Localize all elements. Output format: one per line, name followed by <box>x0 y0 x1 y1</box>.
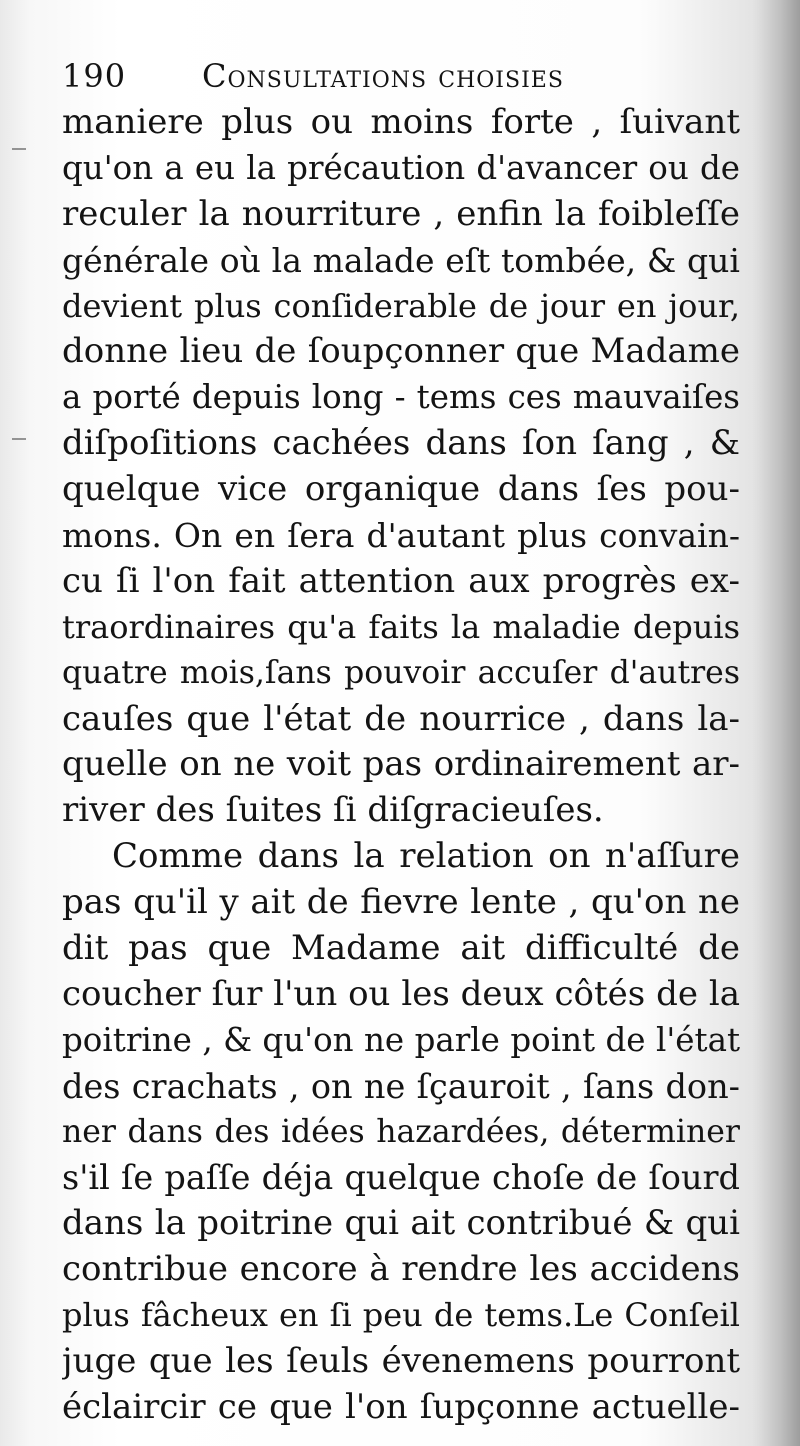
paragraph-2 <box>62 834 740 1431</box>
paragraph-1 <box>62 100 740 834</box>
page-header <box>62 52 742 102</box>
text-line: quelle on ne voit pas ordinairement ar- <box>62 744 740 785</box>
margin-mark <box>12 438 26 440</box>
page-number: 190 <box>62 57 127 95</box>
text-line: dans la poitrine qui ait contribué & qui <box>62 1203 740 1244</box>
text-line: coucher ſur l'un ou les deux côtés de la <box>62 973 740 1014</box>
text-line: diſpoſitions cachées dans ſon ſang , & <box>62 423 740 464</box>
text-line: river des ſuites ſi diſgracieuſes. <box>62 790 604 831</box>
text-line: générale où la malade eſt tombée, & qui <box>62 240 740 280</box>
text-line: éclaircir ce que l'on ſupçonne actuelle- <box>62 1386 740 1427</box>
text-line: reculer la nourriture , enfin la foibleſſe <box>62 193 740 234</box>
text-line: devient plus conſiderable de jour en jour, <box>62 286 740 325</box>
text-line: cauſes que l'état de nourrice , dans la- <box>62 698 740 739</box>
text-line: quatre mois,ſans pouvoir accuſer d'autres <box>62 654 740 691</box>
text-line: qu'on a eu la précaution d'avancer ou de <box>62 148 740 187</box>
text-line: juge que les ſeuls évenemens pourront <box>62 1341 740 1382</box>
text-line: cu ſi l'on fait attention aux progrès ex- <box>62 560 740 601</box>
text-line: ner dans des idées hazardées, déterminer <box>62 1113 740 1150</box>
text-line: traordinaires qu'a faits la maladie depuis <box>62 607 740 646</box>
body-text <box>62 100 740 1431</box>
text-line: dit pas que Madame ait difficulté de <box>62 928 740 969</box>
text-line: donne lieu de ſoupçonner que Madame <box>62 331 740 372</box>
running-title: Consultations choisies <box>202 57 564 95</box>
text-line: contribue encore à rendre les accidens <box>62 1249 740 1290</box>
text-line: a porté depuis long - tems ces mauvaiſes <box>62 378 740 417</box>
text-line: mons. On en ſera d'autant plus convain- <box>62 516 740 556</box>
text-line: quelque vice organique dans ſes pou- <box>62 469 740 510</box>
text-line: Comme dans la relation on n'aſſure <box>112 836 740 877</box>
text-line: des crachats , on ne ſçauroit , ſans don- <box>62 1066 740 1106</box>
margin-mark <box>12 148 26 150</box>
text-line: pas qu'il y ait de fievre lente , qu'on ne <box>62 882 740 923</box>
text-line: s'il ſe paſſe déja quelque choſe de ſourd <box>62 1158 740 1198</box>
page-gutter-shadow <box>752 0 800 1446</box>
text-line: poitrine , & qu'on ne parle point de l'état <box>62 1020 740 1059</box>
text-line: maniere plus ou moins forte , ſuivant <box>62 102 740 142</box>
text-line: plus fâcheux en ſi peu de tems.Le Conſeil <box>62 1296 740 1335</box>
